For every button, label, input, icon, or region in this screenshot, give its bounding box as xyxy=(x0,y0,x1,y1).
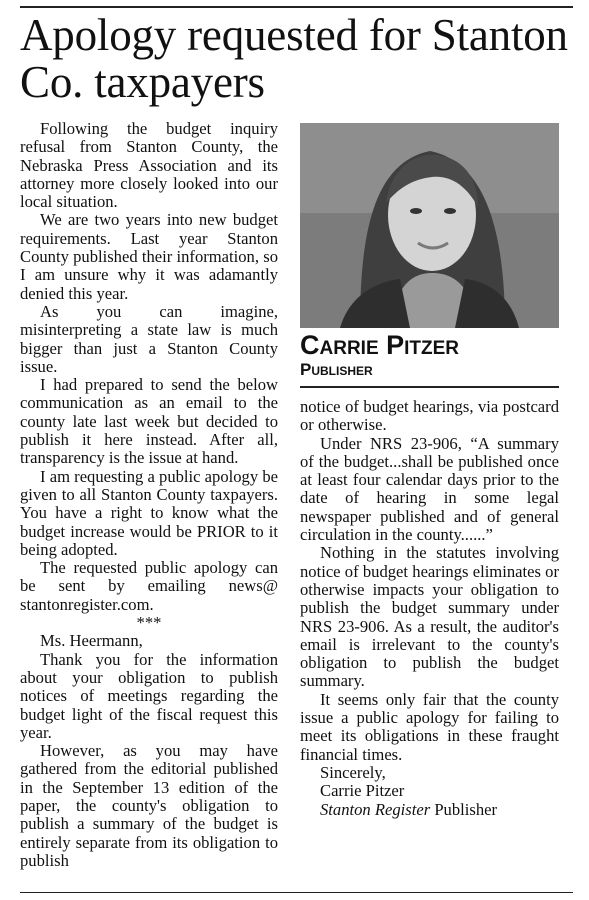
article-column-right xyxy=(300,398,559,819)
salutation: Ms. Heermann, xyxy=(40,631,143,651)
closing: Sincerely, xyxy=(320,762,386,782)
signature-title xyxy=(300,801,559,819)
paragraph: We are two years into new budget requirements. Last year Stanton County published their information, so I am unsure why it was adamantly denied this year. xyxy=(20,210,278,303)
top-rule xyxy=(20,6,573,8)
paragraph: It seems only fair that the county issue a public apology for failing to meet its obligations in these fraught financial times. xyxy=(300,689,559,764)
paragraph: Thank you for the information about your obligation to publish notices of meetings regarding the budget light of the fiscal request this year. xyxy=(20,649,278,742)
author-photo xyxy=(300,123,559,328)
author-name: Carrie Pitzer xyxy=(300,330,460,360)
paragraph: However, as you may have gathered from the editorial published in the September 13 edition of the paper, the county's obligation to publish a summary of the budget is entirely separate from its obligation to publish xyxy=(20,741,278,870)
author-title: Publisher xyxy=(300,360,373,379)
paragraph: Under NRS 23-906, “A summary of the budget...shall be published once at least four calendar days prior to the date of hearing in some legal newspaper published and of general circulation in the county......” xyxy=(300,433,559,545)
paragraph: I had prepared to send the below communication as an email to the county late last week but decided to publish it here instead. After all, transparency is the issue at hand. xyxy=(20,375,278,468)
paragraph: Following the budget inquiry refusal from Stanton County, the Nebraska Press Association and its attorney more closely looked into our local situation. xyxy=(20,119,278,212)
article-column-left xyxy=(20,120,278,870)
author-portrait-illustration xyxy=(300,123,559,328)
newspaper-name: Stanton Register xyxy=(320,799,431,819)
bottom-rule xyxy=(20,892,573,893)
section-separator: *** xyxy=(136,613,162,633)
headline: Apology requested for Stanton Co. taxpayers xyxy=(20,10,568,107)
paragraph: The requested public apology can be sent by emailing news@ stantonregister.com. xyxy=(20,558,278,614)
byline-rule xyxy=(300,386,559,388)
paragraph-continued: notice of budget hearings, via postcard or otherwise. xyxy=(300,397,559,435)
paragraph: I am requesting a public apology be given to all Stanton County taxpayers. You have a right to know what the budget increase would be PRIOR to it being adopted. xyxy=(20,466,278,559)
signer-title: Publisher xyxy=(434,799,498,819)
paragraph: Nothing in the statutes involving notice of budget hearings eliminates or otherwise impacts your obligation to publish the budget summary under NRS 23-906. As a result, the auditor's email is irrelevant to the county's obligation to publish the budget summary. xyxy=(300,543,559,691)
paragraph: As you can imagine, misinterpreting a state law is much bigger than just a Stanton County issue. xyxy=(20,301,278,376)
signature-name: Carrie Pitzer xyxy=(320,781,405,801)
